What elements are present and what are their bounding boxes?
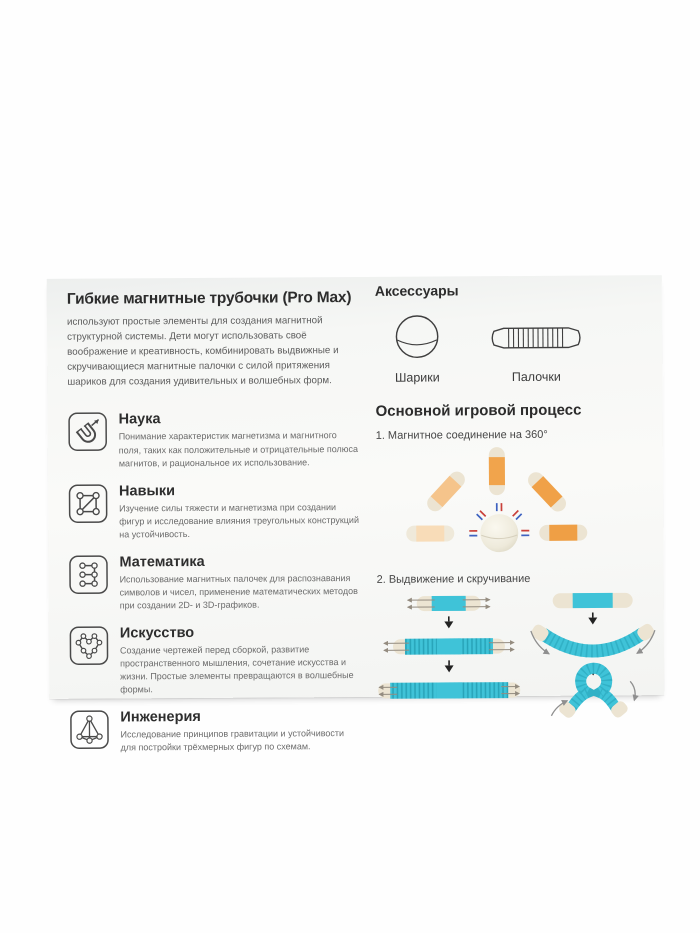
heart-structure-icon xyxy=(69,625,109,665)
section-title: Навыки xyxy=(118,482,176,500)
section-title: Инженерия xyxy=(120,709,201,726)
product-title: Гибкие магнитные трубочки (Pro Max) xyxy=(66,289,352,308)
structure-frame-icon xyxy=(68,483,108,523)
teal-stick-compact xyxy=(408,596,490,612)
accessory-ball xyxy=(393,312,441,384)
orange-stick xyxy=(424,468,468,514)
section-art xyxy=(69,624,361,697)
gameplay-step-2: 2. Выдвижение и скручивание xyxy=(376,572,531,586)
section-body: Изучение силы тяжести и магнетизма при создании фигур и исследование влияния треугольных конструкций на устойчивость. xyxy=(119,501,360,540)
teal-stick-bent xyxy=(529,622,656,654)
twist-sequence-illustration xyxy=(527,588,660,719)
orange-stick xyxy=(525,469,570,515)
instruction-leaflet xyxy=(47,275,665,753)
down-arrow-icon xyxy=(445,660,454,672)
left-column xyxy=(67,289,362,768)
orange-stick xyxy=(539,525,587,541)
section-title: Математика xyxy=(119,553,205,571)
right-column xyxy=(375,281,662,720)
orange-stick xyxy=(406,525,454,541)
extension-twist-illustrations xyxy=(377,588,662,720)
teal-stick-coiled xyxy=(551,668,635,719)
gameplay-step-1: 1. Магнитное соединение на 360° xyxy=(375,428,548,442)
pyramid-structure-icon xyxy=(69,710,109,750)
magnetic-connection-illustration xyxy=(380,442,616,563)
accessory-label: Шарики xyxy=(394,370,440,385)
section-skills xyxy=(68,482,360,542)
section-text xyxy=(119,553,360,613)
down-arrow-icon xyxy=(444,616,453,628)
extension-sequence-illustration xyxy=(377,589,526,712)
section-text xyxy=(119,410,360,470)
section-title: Искусство xyxy=(119,624,195,642)
section-engineering xyxy=(69,708,361,755)
section-body: Создание чертежей перед сборкой, развитие пространственного мышления, сочетание искусства и жизни. Простые элементы превращаются в волшебные формы. xyxy=(119,644,354,695)
orange-stick xyxy=(489,447,505,495)
feature-sections xyxy=(68,410,362,754)
magnet-icon xyxy=(68,412,108,452)
stick-icon xyxy=(487,321,585,356)
number-three-icon xyxy=(68,554,108,594)
magnet-ball xyxy=(480,514,518,552)
down-arrow-icon xyxy=(588,613,597,625)
section-text xyxy=(120,624,361,697)
accessory-label: Палочки xyxy=(511,369,561,385)
section-math xyxy=(68,553,360,613)
section-body: Исследование принципов гравитации и устойчивости для постройки трёхмерных фигур по схемам. xyxy=(120,728,345,753)
section-text xyxy=(120,708,361,755)
accessories-row xyxy=(393,311,659,385)
teal-stick-extended xyxy=(384,638,514,655)
section-title: Наука xyxy=(118,411,161,428)
product-description: используют простые элементы для создания магнитной структурной системы. Дети могут использовать своё воображение и креативность, комбинировать выдвижные и скручивающиеся магнитные палочки с силой притяжения шариков для создания удивительных и волшебных форм. xyxy=(66,315,339,388)
teal-stick-full xyxy=(378,682,520,699)
accessory-stick xyxy=(487,321,585,385)
section-body: Использование магнитных палочек для распознавания символов и чисел, применение математических методов при создании 2D- и 3D-графиков. xyxy=(119,572,358,611)
section-body: Понимание характеристик магнетизма и магнитного поля, таких как положительные и отрицательные полюса магнитов, и рациональное их использование. xyxy=(118,430,359,468)
section-science xyxy=(68,410,360,470)
accessories-heading: Аксессуары xyxy=(374,282,459,299)
ball-icon xyxy=(393,312,441,362)
section-text xyxy=(119,482,360,542)
teal-stick-straight xyxy=(553,593,633,608)
gameplay-heading: Основной игровой процесс xyxy=(375,401,582,420)
